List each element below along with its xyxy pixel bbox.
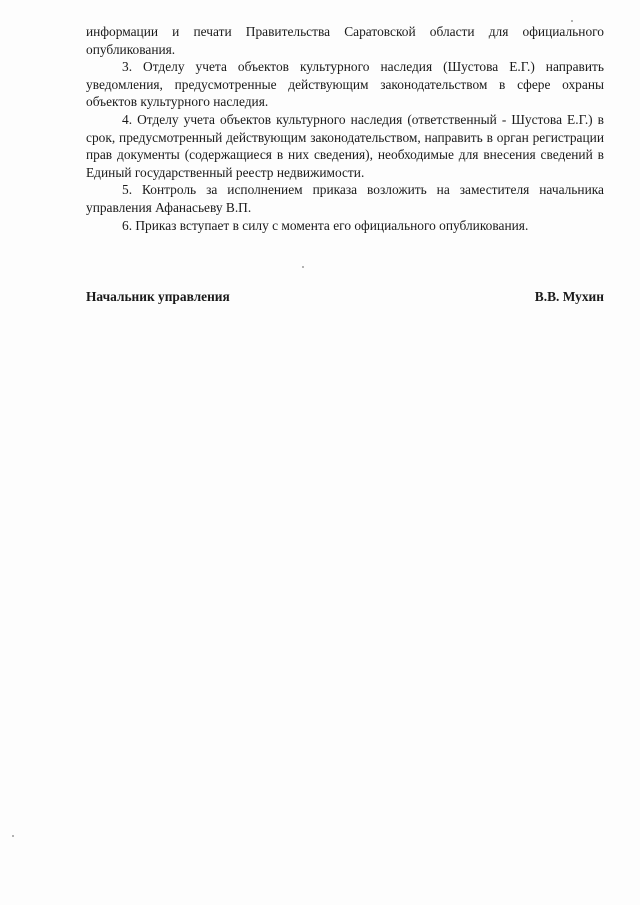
paragraph-item-3: 3. Отделу учета объектов культурного наследия (Шустова Е.Г.) направить уведомления, предусмотренные действующим законодательством в сфере охраны объектов культурного наследия. bbox=[86, 59, 604, 110]
paragraph-item-6: 6. Приказ вступает в силу с момента его официального опубликования. bbox=[122, 217, 529, 233]
scan-speck bbox=[571, 20, 573, 22]
signatory-name: В.В. Мухин bbox=[534, 289, 604, 304]
signatory-position: Начальник управления bbox=[86, 289, 230, 304]
paragraph-continuation: информации и печати Правительства Саратовской области для официального опубликования. bbox=[86, 24, 604, 57]
paragraph-item-5: 5. Контроль за исполнением приказа возложить на заместителя начальника управления Афанасьеву В.П. bbox=[86, 182, 604, 215]
document-body bbox=[86, 23, 604, 234]
scan-speck bbox=[302, 266, 304, 268]
scan-speck bbox=[12, 835, 14, 837]
paragraph-item-4: 4. Отделу учета объектов культурного наследия (ответственный - Шустова Е.Г.) в срок, предусмотренный действующим законодательством, направить в орган регистрации прав документы (содержащиеся в них сведения), необходимые для внесения сведений в Единый государственный реестр недвижимости. bbox=[86, 111, 604, 180]
signature-block bbox=[86, 289, 604, 305]
